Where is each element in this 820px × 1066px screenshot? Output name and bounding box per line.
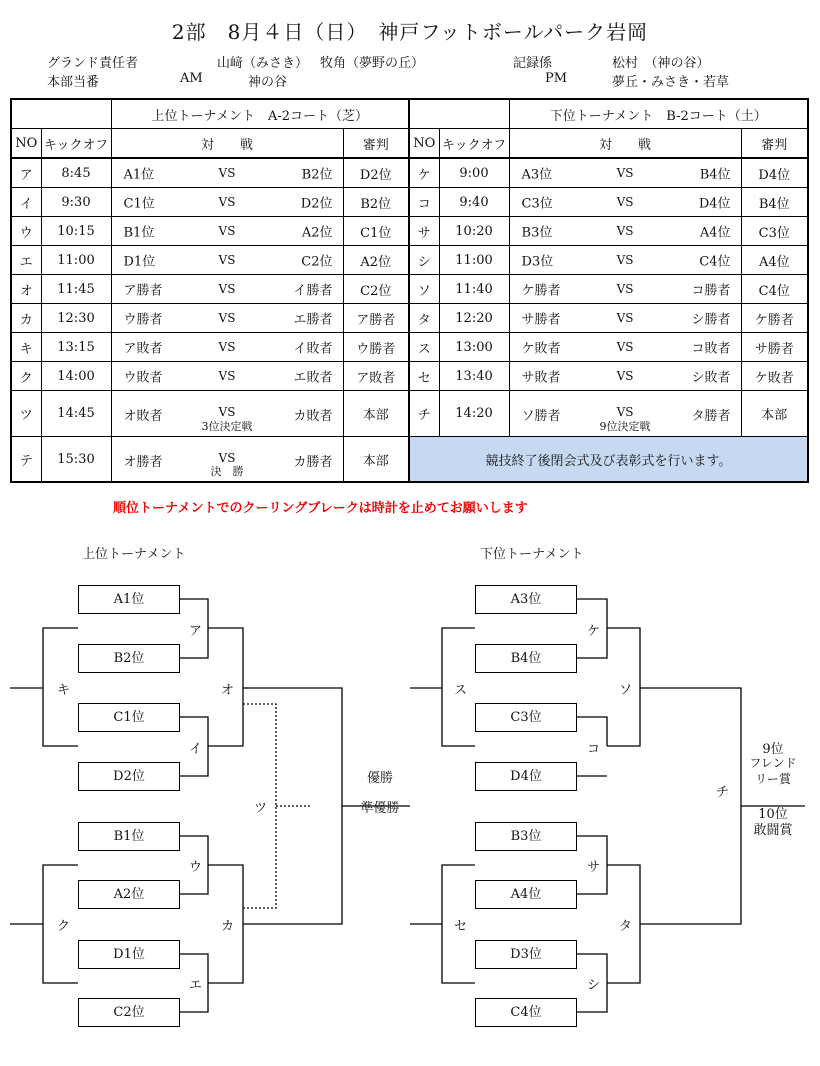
vs-label: VS: [616, 282, 634, 296]
kickoff-time: 11:40: [439, 275, 509, 304]
match-mark: ア: [189, 624, 203, 639]
col-no: NO: [409, 129, 439, 159]
away-team: カ敗者: [293, 409, 333, 424]
vs-label: VS: [218, 166, 236, 180]
match-mark: ウ: [189, 860, 203, 875]
match-mark: オ: [221, 683, 235, 698]
vs-label: VS: [218, 405, 236, 419]
referee: 本部: [343, 391, 409, 437]
away-team: シ敗者: [691, 370, 731, 386]
match-no: サ: [409, 217, 439, 246]
match-subtitle: 3位決定戦: [201, 420, 253, 433]
team-box: C2位: [78, 998, 180, 1027]
home-team: A3位: [521, 167, 553, 183]
team-box: D1位: [78, 940, 180, 969]
match-no: チ: [409, 391, 439, 437]
kickoff-time: 13:40: [439, 362, 509, 391]
vs-label: VS: [616, 340, 634, 354]
away-team: タ勝者: [691, 409, 731, 424]
team-box: A2位: [78, 880, 180, 909]
referee: ケ敗者: [741, 362, 808, 391]
away-team: B2位: [301, 167, 333, 183]
match-mark: キ: [57, 683, 71, 698]
referee: ウ勝者: [343, 333, 409, 362]
match-no: ア: [11, 158, 41, 188]
match-mark: チ: [716, 785, 730, 800]
away-team: A2位: [301, 225, 333, 241]
upper-bracket-label: 上位トーナメント: [82, 547, 186, 562]
home-team: C1位: [123, 196, 155, 212]
home-team: ウ勝者: [123, 312, 163, 328]
ninth-award-line1: フレンド: [749, 756, 797, 770]
referee: 本部: [343, 437, 409, 483]
record-label: 記録係: [513, 56, 553, 71]
referee: B4位: [741, 188, 808, 217]
match-mark: コ: [587, 742, 601, 757]
vs-label: VS: [218, 282, 236, 296]
vs-label: VS: [218, 311, 236, 325]
match-no: ツ: [11, 391, 41, 437]
vs-label: VS: [616, 369, 634, 383]
kickoff-time: 11:45: [41, 275, 111, 304]
match-no: ク: [11, 362, 41, 391]
referee: D4位: [741, 158, 808, 188]
col-referee: 審判: [741, 129, 808, 159]
away-team: イ勝者: [293, 283, 333, 299]
home-team: A1位: [123, 167, 155, 183]
match-mark: セ: [454, 919, 468, 934]
home-team: B3位: [521, 225, 553, 241]
home-team: D1位: [123, 254, 156, 270]
home-team: オ敗者: [123, 409, 163, 424]
referee: ケ勝者: [741, 304, 808, 333]
kickoff-time: 15:30: [41, 437, 111, 483]
kickoff-time: 13:15: [41, 333, 111, 362]
team-box: A4位: [475, 880, 577, 909]
col-kickoff: キックオフ: [439, 129, 509, 159]
referee: 本部: [741, 391, 808, 437]
kickoff-time: 14:45: [41, 391, 111, 437]
ground-person-1: 山﨑（みさき）: [217, 56, 309, 71]
referee: A4位: [741, 246, 808, 275]
referee: C3位: [741, 217, 808, 246]
match-no: オ: [11, 275, 41, 304]
referee: D2位: [343, 158, 409, 188]
kickoff-time: 14:20: [439, 391, 509, 437]
match-mark: カ: [221, 919, 235, 934]
vs-label: VS: [616, 166, 634, 180]
kickoff-time: 9:30: [41, 188, 111, 217]
match-no: イ: [11, 188, 41, 217]
am-label: AM: [180, 71, 203, 86]
col-match: 対 戦: [111, 129, 343, 159]
col-no: NO: [11, 129, 41, 159]
col-match: 対 戦: [509, 129, 741, 159]
match-mark: エ: [189, 978, 203, 993]
team-box: B4位: [475, 644, 577, 673]
vs-label: VS: [616, 253, 634, 267]
home-team: サ勝者: [521, 312, 561, 328]
kickoff-time: 10:20: [439, 217, 509, 246]
vs-label: VS: [218, 451, 236, 465]
referee: サ勝者: [741, 333, 808, 362]
kickoff-time: 10:15: [41, 217, 111, 246]
vs-label: VS: [218, 224, 236, 238]
home-team: ケ勝者: [521, 283, 561, 299]
kickoff-time: 14:00: [41, 362, 111, 391]
cooling-break-notice: 順位トーナメントでのクーリングブレークは時計を止めてお願いします: [113, 501, 528, 516]
match-mark: ク: [57, 919, 71, 934]
record-person: 松村 （神の谷）: [612, 56, 710, 71]
match-no: コ: [409, 188, 439, 217]
home-team: ウ敗者: [123, 370, 163, 386]
referee: ア敗者: [343, 362, 409, 391]
match-no: ケ: [409, 158, 439, 188]
away-team: C2位: [301, 254, 333, 270]
match-mark: ケ: [587, 624, 601, 639]
away-team: C4位: [699, 254, 731, 270]
team-box: B2位: [78, 644, 180, 673]
vs-label: VS: [218, 253, 236, 267]
match-no: ウ: [11, 217, 41, 246]
ninth-place-label: 9位: [762, 742, 784, 757]
match-subtitle: 9位決定戦: [599, 420, 651, 433]
kickoff-time: 11:00: [439, 246, 509, 275]
closing-ceremony-note: 競技終了後閉会式及び表彰式を行います。: [409, 437, 808, 483]
away-team: イ敗者: [293, 341, 333, 357]
kickoff-time: 9:40: [439, 188, 509, 217]
runner-up-label: 準優勝: [360, 801, 400, 816]
kickoff-time: 9:00: [439, 158, 509, 188]
away-team: コ敗者: [691, 341, 731, 357]
home-team: D3位: [521, 254, 554, 270]
vs-label: VS: [616, 224, 634, 238]
team-box: B3位: [475, 822, 577, 851]
team-box: B1位: [78, 822, 180, 851]
referee: C2位: [343, 275, 409, 304]
away-team: D2位: [300, 196, 333, 212]
match-mark: サ: [587, 860, 601, 875]
col-kickoff: キックオフ: [41, 129, 111, 159]
ground-label: グランド責任者: [47, 56, 139, 71]
match-no: テ: [11, 437, 41, 483]
team-box: A1位: [78, 585, 180, 614]
team-box: A3位: [475, 585, 577, 614]
match-mark: イ: [189, 742, 203, 757]
pm-teams: 夢丘・みさき・若草: [612, 75, 730, 90]
home-team: ソ勝者: [521, 409, 561, 424]
team-box: C4位: [475, 998, 577, 1027]
tenth-award: 敢闘賞: [753, 823, 793, 838]
vs-label: VS: [218, 340, 236, 354]
pm-label: PM: [545, 71, 568, 86]
champion-label: 優勝: [366, 771, 393, 786]
kickoff-time: 11:00: [41, 246, 111, 275]
referee: A2位: [343, 246, 409, 275]
kickoff-time: 8:45: [41, 158, 111, 188]
referee: ア勝者: [343, 304, 409, 333]
away-team: D4位: [698, 196, 731, 212]
home-team: ア敗者: [123, 341, 163, 357]
away-team: B4位: [699, 167, 731, 183]
referee: C4位: [741, 275, 808, 304]
match-mark: ス: [454, 683, 468, 698]
vs-label: VS: [218, 195, 236, 209]
referee: C1位: [343, 217, 409, 246]
page-title: 2部 8月４日（日） 神戸フットボールパーク岩岡: [171, 20, 649, 44]
away-team: A4位: [699, 225, 731, 241]
home-team: B1位: [123, 225, 155, 241]
away-team: カ勝者: [293, 455, 333, 470]
team-box: C3位: [475, 703, 577, 732]
match-no: ソ: [409, 275, 439, 304]
match-no: シ: [409, 246, 439, 275]
match-no: ス: [409, 333, 439, 362]
match-mark: シ: [587, 978, 601, 993]
match-no: タ: [409, 304, 439, 333]
col-referee: 審判: [343, 129, 409, 159]
kickoff-time: 12:20: [439, 304, 509, 333]
lower-court-title: 下位トーナメント B-2コート（土）: [509, 99, 808, 129]
kickoff-time: 12:30: [41, 304, 111, 333]
home-team: ア勝者: [123, 283, 163, 299]
vs-label: VS: [616, 195, 634, 209]
team-box: D2位: [78, 762, 180, 791]
home-team: C3位: [521, 196, 553, 212]
match-subtitle: 決 勝: [210, 465, 244, 478]
kickoff-time: 13:00: [439, 333, 509, 362]
team-box: D3位: [475, 940, 577, 969]
referee: B2位: [343, 188, 409, 217]
vs-label: VS: [616, 405, 634, 419]
duty-label: 本部当番: [47, 75, 100, 90]
match-no: セ: [409, 362, 439, 391]
match-no: キ: [11, 333, 41, 362]
ground-person-2: 牧角（夢野の丘）: [320, 56, 425, 71]
away-team: コ勝者: [691, 283, 731, 299]
match-mark: タ: [619, 919, 633, 934]
team-box: C1位: [78, 703, 180, 732]
match-no: エ: [11, 246, 41, 275]
away-team: エ勝者: [293, 312, 333, 328]
match-mark: ツ: [254, 801, 268, 816]
match-mark: ソ: [619, 683, 633, 698]
tenth-place-label: 10位: [758, 807, 788, 822]
am-team: 神の谷: [248, 75, 288, 90]
team-box: D4位: [475, 762, 577, 791]
vs-label: VS: [616, 311, 634, 325]
vs-label: VS: [218, 369, 236, 383]
away-team: シ勝者: [691, 312, 731, 328]
lower-bracket-label: 下位トーナメント: [480, 547, 584, 562]
upper-court-title: 上位トーナメント A-2コート（芝）: [111, 99, 409, 129]
away-team: エ敗者: [293, 370, 333, 386]
home-team: オ勝者: [123, 455, 163, 470]
home-team: ケ敗者: [521, 341, 561, 357]
ninth-award-line2: リー賞: [754, 772, 791, 786]
match-no: カ: [11, 304, 41, 333]
home-team: サ敗者: [521, 370, 561, 386]
